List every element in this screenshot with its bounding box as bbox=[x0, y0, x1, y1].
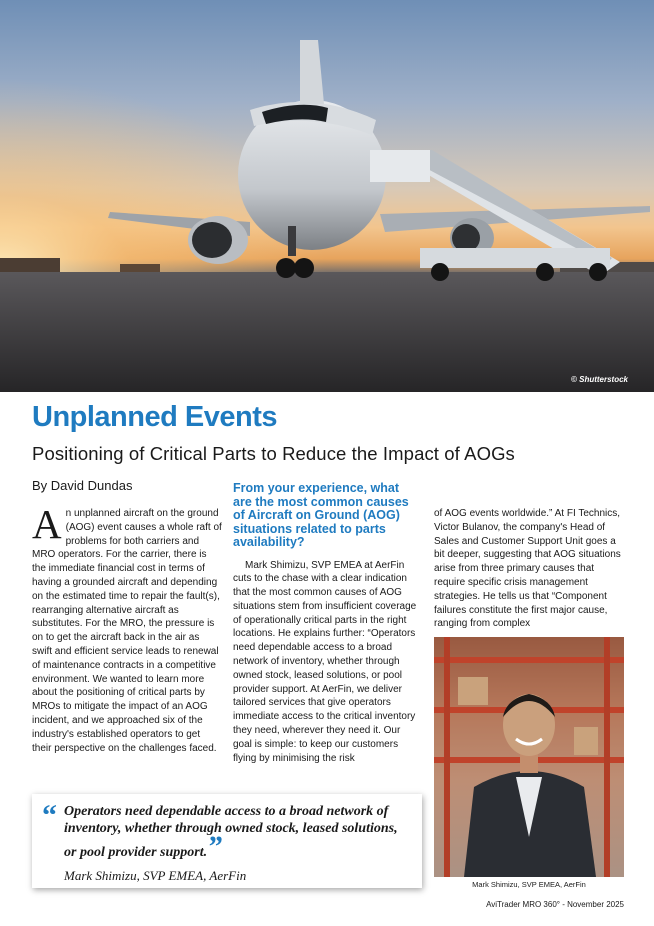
photo-caption: Mark Shimizu, SVP EMEA, AerFin bbox=[472, 880, 586, 889]
hero-image bbox=[0, 0, 654, 392]
pull-quote-text bbox=[64, 804, 408, 862]
pull-quote-body: Operators need dependable access to a broad network of inventory, whether through owned stock, leased solutions, or pool provider support. bbox=[64, 804, 398, 860]
page-footer: AviTrader MRO 360° - November 2025 bbox=[486, 900, 624, 909]
answer-paragraph: Mark Shimizu, SVP EMEA at AerFin cuts to the chase with a clear indication that the most common causes of AOG situations stem from insufficient coverage of operationally critical parts in the right locations. He explains further: “Operators need dependable access to a broad network of inventory, whether through owned stock, leased solutions, or pool provider support. At AerFin, we deliver tailored services that give operators immediate access to the critical inventory they need, wherever they need it. Our goal is simple: to keep our customers flying by minimising the risk bbox=[233, 559, 417, 764]
open-quote-mark: “ bbox=[42, 799, 57, 832]
airplane-illustration bbox=[0, 0, 654, 392]
pull-quote-attribution: Mark Shimizu, SVP EMEA, AerFin bbox=[64, 867, 247, 883]
intro-paragraph: n unplanned aircraft on the ground (AOG) event causes a whole raft of problems for both carriers and MRO operators. For the carrier, there is the immediate financial cost in terms of having a grounded aircraft and depending on the estimated time to repair the fault(s), rearranging alternative aircraft as substitutes. For the MRO, the pressure is on to get the aircraft back in the air as swift and efficient service leads to renewal of maintenance contracts in a competitive environment. We wanted to learn more about the positioning of critical parts by MROs to mitigate the impact of an AOG incident, and we approached six of the industry's established operators to get their perspective on the challenges faced. bbox=[32, 508, 222, 754]
person-illustration bbox=[434, 637, 624, 877]
close-quote-mark: ” bbox=[207, 830, 223, 863]
continued-paragraph: of AOG events worldwide.” At FI Technics, Victor Bulanov, the company's Head of Sales and Customer Support Unit goes a bit deeper, suggesting that AOG situations arise from three primary causes that require specific crisis management strategies. He tells us that “Component failures constitute the first major cause, ranging from complex bbox=[434, 508, 621, 630]
interview-question: From your experience, what are the most common causes of Aircraft on Ground (AOG) situations related to parts availability? bbox=[233, 481, 409, 549]
column-one bbox=[32, 501, 222, 755]
portrait-photo bbox=[434, 637, 624, 877]
column-two bbox=[233, 482, 419, 765]
article-title: Unplanned Events bbox=[32, 401, 277, 433]
article-subtitle: Positioning of Critical Parts to Reduce the Impact of AOGs bbox=[32, 443, 515, 464]
column-three bbox=[434, 507, 624, 631]
pull-quote bbox=[32, 794, 422, 888]
photo-credit: © Shutterstock bbox=[570, 375, 628, 384]
article-byline: By David Dundas bbox=[32, 478, 133, 493]
drop-cap: A bbox=[32, 501, 62, 547]
